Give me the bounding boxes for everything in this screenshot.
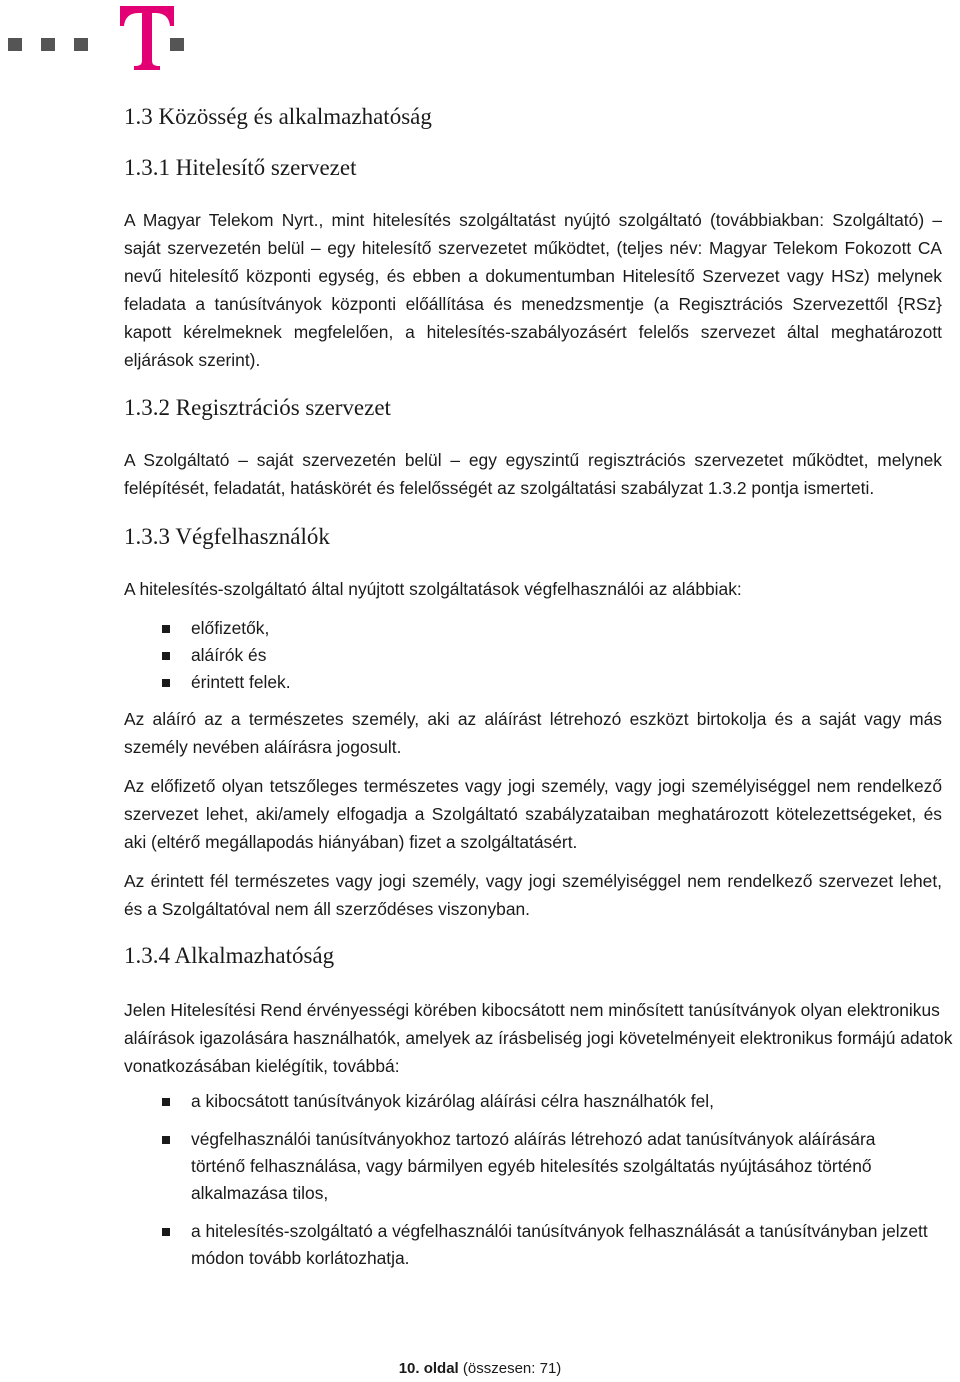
bullet-list [162,1088,932,1272]
page-number: 10. oldal [398,1360,459,1377]
subsection-title: 1.3.4 Alkalmazhatóság [124,943,335,968]
paragraph: Az előfizető olyan tetszőleges természetes vagy jogi személy, vagy jogi személyiséggel nem rendelkező szervezet lehet, aki/amely elfogadja a Szolgáltató szabályzataiban meghatározott kötelezettségeket, és aki (eltérő megállapodás hiányában) fizet a szolgáltatásért. [124,776,942,852]
page-footer [0,1360,960,1377]
list-item: előfizetők, [162,615,291,642]
telekom-t-logo-icon [118,4,176,72]
bullet-icon [162,1136,170,1144]
logo-dot [8,38,22,51]
logo-dot [74,38,88,51]
paragraph: A hitelesítés-szolgáltató által nyújtott szolgáltatások végfelhasználói az alábbiak: [124,579,742,599]
bullet-icon [162,652,170,660]
subsection-title: 1.3.2 Regisztrációs szervezet [124,395,391,420]
paragraph: Jelen Hitelesítési Rend érvényességi körében kibocsátott nem minősített tanúsítványok olyan elektronikus aláírások igazolására használhatók, amelyek az írásbeliség jogi követelményeit elektronikus formájú adatok vonatkozásában kielégítik, továbbá: [124,1000,953,1076]
page-total: (összesen: 71) [462,1360,562,1377]
list-item: érintett felek. [162,669,291,696]
subsection-title: 1.3.3 Végfelhasználók [124,524,330,549]
bullet-list [162,615,291,696]
paragraph: Az aláíró az a természetes személy, aki az aláírást létrehozó eszközt birtokolja és a saját vagy más személy nevében aláírásra jogosult. [124,709,942,757]
bullet-icon [162,1228,170,1236]
list-item: a hitelesítés-szolgáltató a végfelhasználói tanúsítványok felhasználását a tanúsítványban jelzett módon tovább korlátozhatja. [162,1218,932,1272]
paragraph: Az érintett fél természetes vagy jogi személy, vagy jogi személyiséggel nem rendelkező szervezet lehet, és a Szolgáltatóval nem áll szerződéses viszonyban. [124,871,942,919]
paragraph: A Magyar Telekom Nyrt., mint hitelesítés szolgáltatást nyújtó szolgáltató (továbbiakban: Szolgáltató) – saját szervezetén belül – egy hitelesítő szervezetet működtet, (teljes név: Magyar Telekom Fokozott CA nevű hitelesítő központi egység, és ebben a dokumentumban Hitelesítő Szervezet vagy HSz) melynek feladata a tanúsítványok központi előállítása és menedzsmentje (a Regisztrációs Szervezettől {RSz} kapott kérelmeknek megfelelően, a hitelesítés-szabályozásért felelős szervezet által meghatározott eljárások szerint). [124,210,942,370]
logo-dot [41,38,55,51]
list-item: aláírók és [162,642,291,669]
bullet-icon [162,679,170,687]
bullet-icon [162,625,170,633]
list-item: a kibocsátott tanúsítványok kizárólag aláírási célra használhatók fel, [162,1088,932,1115]
section-title: 1.3 Közösség és alkalmazhatóság [124,104,432,129]
subsection-title: 1.3.1 Hitelesítő szervezet [124,155,357,180]
paragraph: A Szolgáltató – saját szervezetén belül – egy egyszintű regisztrációs szervezetet működtet, melynek felépítését, feladatát, hatáskörét és felelősségét az szolgáltatási szabályzat 1.3.2 pontja ismerteti. [124,450,942,498]
bullet-icon [162,1098,170,1106]
list-item: végfelhasználói tanúsítványokhoz tartozó aláírás létrehozó adat tanúsítványok aláírására történő felhasználása, vagy bármilyen egyéb hitelesítés szolgáltatás nyújtásához történő alkalmazása tilos, [162,1126,932,1207]
